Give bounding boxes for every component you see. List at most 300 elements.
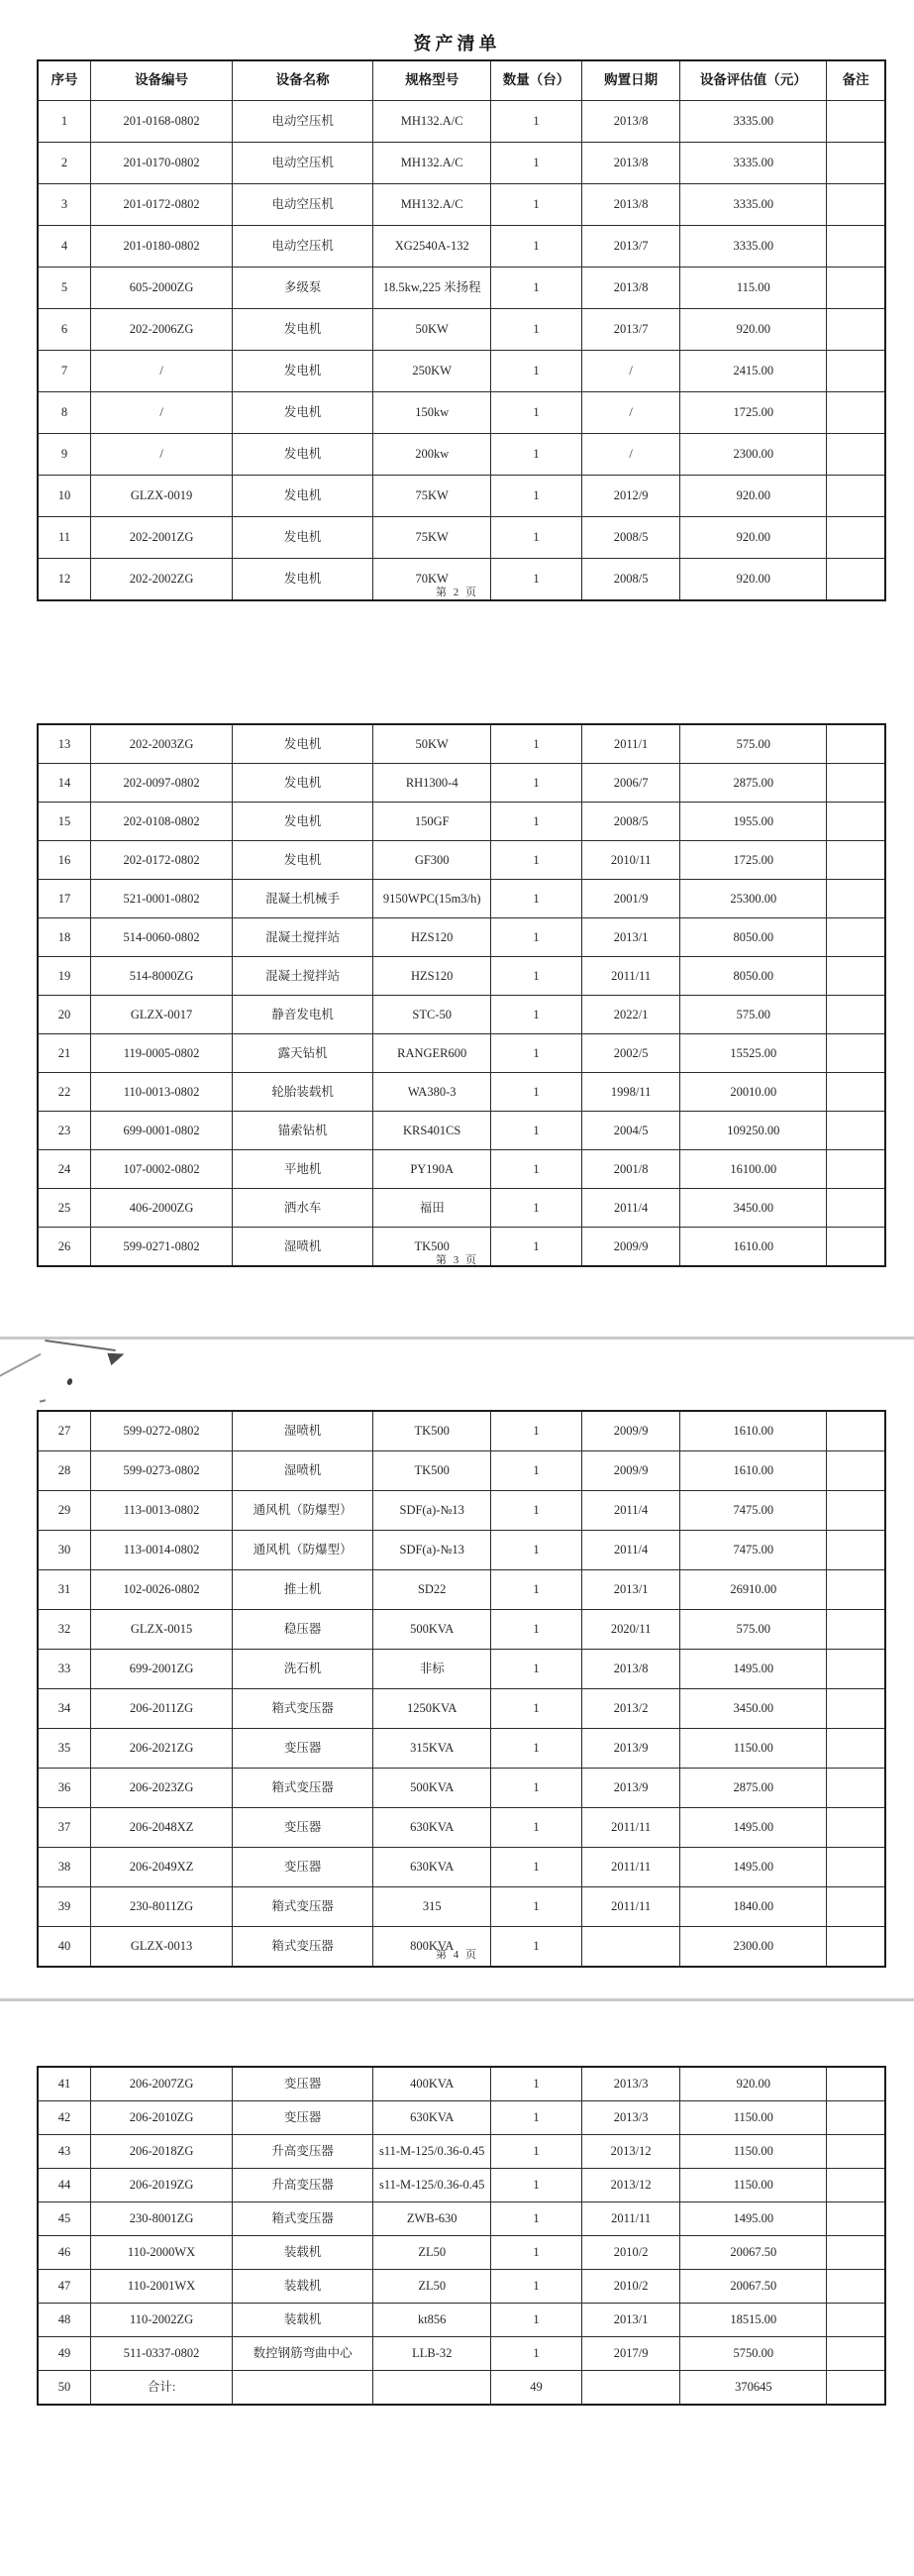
- table-cell: [827, 1610, 885, 1650]
- page-footer: 第 2 页: [436, 587, 478, 598]
- table-cell: [827, 1451, 885, 1491]
- table-cell: 变压器: [233, 2101, 373, 2135]
- table-cell: 2300.00: [680, 434, 827, 476]
- table-cell: 406-2000ZG: [91, 1189, 233, 1228]
- table-cell: 200kw: [373, 434, 491, 476]
- table-cell: [827, 1570, 885, 1610]
- table-cell: 变压器: [233, 2067, 373, 2101]
- table-cell: 稳压器: [233, 1610, 373, 1650]
- table-cell: 25: [38, 1189, 91, 1228]
- table-cell: 206-2048XZ: [91, 1808, 233, 1848]
- table-cell: 15525.00: [680, 1034, 827, 1073]
- table-cell: 3335.00: [680, 101, 827, 143]
- table-cell: 3335.00: [680, 143, 827, 184]
- table-cell: 599-0272-0802: [91, 1411, 233, 1451]
- table-row: [38, 1650, 885, 1689]
- table-cell: 150kw: [373, 392, 491, 434]
- table-cell: [827, 143, 885, 184]
- table-row: [38, 226, 885, 268]
- table-cell: 230-8001ZG: [91, 2202, 233, 2236]
- table-cell: 湿喷机: [233, 1228, 373, 1267]
- table-row: [38, 2135, 885, 2169]
- table-cell: 150GF: [373, 803, 491, 841]
- scan-artifact-mark: [107, 1348, 126, 1365]
- table-cell: kt856: [373, 2304, 491, 2337]
- table-cell: 37: [38, 1808, 91, 1848]
- table-cell: 露天钻机: [233, 1034, 373, 1073]
- table-cell: 装载机: [233, 2236, 373, 2270]
- table-cell: 1150.00: [680, 2101, 827, 2135]
- table-cell: 1: [491, 1411, 582, 1451]
- table-cell: [827, 2236, 885, 2270]
- table-cell: 202-2003ZG: [91, 724, 233, 764]
- table-cell: 110-0013-0802: [91, 1073, 233, 1112]
- table-cell: /: [581, 351, 680, 392]
- table-cell: GF300: [373, 841, 491, 880]
- table-row: [38, 1073, 885, 1112]
- table-cell: MH132.A/C: [373, 143, 491, 184]
- table-cell: 2013/3: [581, 2101, 680, 2135]
- table-cell: 1: [491, 1228, 582, 1267]
- table-cell: ZL50: [373, 2270, 491, 2304]
- table-cell: 1: [491, 1769, 582, 1808]
- table-cell: 2: [38, 143, 91, 184]
- table-cell: 升高变压器: [233, 2169, 373, 2202]
- table-cell: 2022/1: [581, 996, 680, 1034]
- table-row: [38, 1848, 885, 1887]
- table-row: [38, 1531, 885, 1570]
- table-cell: 推土机: [233, 1570, 373, 1610]
- table-cell: 1: [491, 724, 582, 764]
- table-cell: [827, 1689, 885, 1729]
- table-cell: 2013/12: [581, 2169, 680, 2202]
- table-cell: 2002/5: [581, 1034, 680, 1073]
- table-cell: 发电机: [233, 841, 373, 880]
- table-cell: ZL50: [373, 2236, 491, 2270]
- table-cell: 44: [38, 2169, 91, 2202]
- table-cell: 1: [491, 918, 582, 957]
- table-cell: 5750.00: [680, 2337, 827, 2371]
- table-cell: 202-0108-0802: [91, 803, 233, 841]
- table-cell: 49: [491, 2371, 582, 2406]
- table-cell: 575.00: [680, 996, 827, 1034]
- table-cell: 599-0273-0802: [91, 1451, 233, 1491]
- table-cell: 变压器: [233, 1848, 373, 1887]
- table-cell: 28: [38, 1451, 91, 1491]
- table-row: [38, 517, 885, 559]
- table-cell: 1: [491, 1491, 582, 1531]
- table-row: [38, 1189, 885, 1228]
- table-cell: [827, 1887, 885, 1927]
- table-cell: 1: [491, 1570, 582, 1610]
- scan-artifact-mark: [66, 1377, 73, 1385]
- table-cell: 110-2001WX: [91, 2270, 233, 2304]
- table-cell: 206-2019ZG: [91, 2169, 233, 2202]
- table-row: [38, 143, 885, 184]
- table-cell: 2006/7: [581, 764, 680, 803]
- table-cell: [827, 268, 885, 309]
- table-cell: 1: [491, 1150, 582, 1189]
- table-cell: GLZX-0017: [91, 996, 233, 1034]
- table-cell: 变压器: [233, 1808, 373, 1848]
- table-cell: 发电机: [233, 517, 373, 559]
- page-footer: 第 4 页: [436, 1949, 478, 1961]
- table-cell: 混凝土机械手: [233, 880, 373, 918]
- table-cell: TK500: [373, 1451, 491, 1491]
- table-cell: 13: [38, 724, 91, 764]
- table-cell: 1: [491, 517, 582, 559]
- table-cell: 201-0168-0802: [91, 101, 233, 143]
- table-cell: 18515.00: [680, 2304, 827, 2337]
- table-cell: 电动空压机: [233, 143, 373, 184]
- table-cell: 1: [491, 2067, 582, 2101]
- table-row: [38, 2067, 885, 2101]
- table-cell: GLZX-0019: [91, 476, 233, 517]
- table-cell: PY190A: [373, 1150, 491, 1189]
- table-row: [38, 1112, 885, 1150]
- table-row: [38, 476, 885, 517]
- table-cell: 2875.00: [680, 764, 827, 803]
- table-cell: 2001/9: [581, 880, 680, 918]
- table-cell: 轮胎装载机: [233, 1073, 373, 1112]
- table-cell: 箱式变压器: [233, 1689, 373, 1729]
- table-cell: 630KVA: [373, 1808, 491, 1848]
- table-cell: 31: [38, 1570, 91, 1610]
- table-cell: 箱式变压器: [233, 1769, 373, 1808]
- table-cell: [827, 309, 885, 351]
- table-cell: 9150WPC(15m3/h): [373, 880, 491, 918]
- table-cell: 1: [491, 2236, 582, 2270]
- table-cell: 1495.00: [680, 2202, 827, 2236]
- table-cell: 箱式变压器: [233, 1927, 373, 1968]
- table-cell: 50: [38, 2371, 91, 2406]
- column-header: 设备编号: [91, 60, 233, 101]
- table-cell: 699-0001-0802: [91, 1112, 233, 1150]
- table-cell: [827, 1073, 885, 1112]
- table-cell: 202-0097-0802: [91, 764, 233, 803]
- table-cell: [827, 841, 885, 880]
- table-row: [38, 2304, 885, 2337]
- table-cell: [581, 2371, 680, 2406]
- table-row: [38, 101, 885, 143]
- table-cell: 40: [38, 1927, 91, 1968]
- table-cell: 32: [38, 1610, 91, 1650]
- table-cell: 920.00: [680, 2067, 827, 2101]
- table-cell: 1725.00: [680, 392, 827, 434]
- table-row: [38, 1411, 885, 1451]
- table-cell: 2013/9: [581, 1729, 680, 1769]
- table-cell: 35: [38, 1729, 91, 1769]
- table-cell: 7: [38, 351, 91, 392]
- table-cell: WA380-3: [373, 1073, 491, 1112]
- table-cell: 115.00: [680, 268, 827, 309]
- table-cell: 370645: [680, 2371, 827, 2406]
- table-cell: 699-2001ZG: [91, 1650, 233, 1689]
- table-cell: 800KVA: [373, 1927, 491, 1968]
- scan-artifact-mark: [0, 1353, 41, 1379]
- table-cell: 3450.00: [680, 1689, 827, 1729]
- table-row: [38, 803, 885, 841]
- table-cell: 12: [38, 559, 91, 601]
- table-cell: 2011/1: [581, 724, 680, 764]
- table-cell: 2013/9: [581, 1769, 680, 1808]
- table-cell: 70KW: [373, 559, 491, 601]
- table-cell: 230-8011ZG: [91, 1887, 233, 1927]
- table-cell: 9: [38, 434, 91, 476]
- table-cell: 29: [38, 1491, 91, 1531]
- table-cell: 2020/11: [581, 1610, 680, 1650]
- table-cell: s11-M-125/0.36-0.45: [373, 2169, 491, 2202]
- table-cell: [827, 2101, 885, 2135]
- table-cell: 15: [38, 803, 91, 841]
- table-cell: 107-0002-0802: [91, 1150, 233, 1189]
- table-cell: [827, 1808, 885, 1848]
- table-cell: 2010/2: [581, 2236, 680, 2270]
- table-cell: 42: [38, 2101, 91, 2135]
- table-cell: 599-0271-0802: [91, 1228, 233, 1267]
- table-cell: 2011/4: [581, 1531, 680, 1570]
- table-row: [38, 996, 885, 1034]
- table-cell: 630KVA: [373, 1848, 491, 1887]
- table-cell: 102-0026-0802: [91, 1570, 233, 1610]
- table-cell: 2013/8: [581, 143, 680, 184]
- table-cell: 23: [38, 1112, 91, 1150]
- scan-artifact-mark: [40, 1399, 46, 1402]
- column-header: 规格型号: [373, 60, 491, 101]
- table-cell: 75KW: [373, 517, 491, 559]
- table-cell: 33: [38, 1650, 91, 1689]
- table-cell: 通风机（防爆型）: [233, 1491, 373, 1531]
- table-cell: 22: [38, 1073, 91, 1112]
- table-cell: 1840.00: [680, 1887, 827, 1927]
- table-cell: 48: [38, 2304, 91, 2337]
- table-cell: 75KW: [373, 476, 491, 517]
- table-cell: 27: [38, 1411, 91, 1451]
- table-cell: 202-2006ZG: [91, 309, 233, 351]
- table-cell: 201-0170-0802: [91, 143, 233, 184]
- table-cell: 2011/4: [581, 1189, 680, 1228]
- table-cell: 26910.00: [680, 1570, 827, 1610]
- table-row: [38, 2202, 885, 2236]
- table-cell: 110-2002ZG: [91, 2304, 233, 2337]
- table-cell: 511-0337-0802: [91, 2337, 233, 2371]
- table-cell: [827, 2169, 885, 2202]
- table-cell: 2013/12: [581, 2135, 680, 2169]
- table-cell: 变压器: [233, 1729, 373, 1769]
- table-cell: 1: [38, 101, 91, 143]
- table-cell: 发电机: [233, 476, 373, 517]
- table-row: [38, 1729, 885, 1769]
- table-cell: 1: [491, 1848, 582, 1887]
- table-cell: 1998/11: [581, 1073, 680, 1112]
- table-cell: 34: [38, 1689, 91, 1729]
- table-cell: 2013/1: [581, 1570, 680, 1610]
- table-cell: [827, 803, 885, 841]
- table-cell: XG2540A-132: [373, 226, 491, 268]
- table-cell: 2013/1: [581, 2304, 680, 2337]
- table-cell: 21: [38, 1034, 91, 1073]
- table-cell: 1: [491, 101, 582, 143]
- table-cell: 201-0180-0802: [91, 226, 233, 268]
- table-cell: 110-2000WX: [91, 2236, 233, 2270]
- table-row: [38, 2371, 885, 2406]
- table-cell: 平地机: [233, 1150, 373, 1189]
- table-cell: 1250KVA: [373, 1689, 491, 1729]
- table-cell: 1: [491, 764, 582, 803]
- table-cell: 发电机: [233, 434, 373, 476]
- table-cell: 920.00: [680, 559, 827, 601]
- table-cell: 2009/9: [581, 1451, 680, 1491]
- table-cell: 装载机: [233, 2304, 373, 2337]
- table-cell: 2013/8: [581, 184, 680, 226]
- table-cell: 38: [38, 1848, 91, 1887]
- column-header: 设备名称: [233, 60, 373, 101]
- table-cell: 1150.00: [680, 2135, 827, 2169]
- table-cell: 电动空压机: [233, 226, 373, 268]
- table-cell: 315KVA: [373, 1729, 491, 1769]
- table-cell: 湿喷机: [233, 1451, 373, 1491]
- table-cell: 2008/5: [581, 517, 680, 559]
- table-cell: [827, 1411, 885, 1451]
- table-cell: 1: [491, 1531, 582, 1570]
- table-cell: 1610.00: [680, 1411, 827, 1451]
- table-row: [38, 724, 885, 764]
- table-cell: [827, 184, 885, 226]
- table-cell: 8: [38, 392, 91, 434]
- table-cell: 1: [491, 351, 582, 392]
- table-cell: 1: [491, 996, 582, 1034]
- table-cell: 1150.00: [680, 1729, 827, 1769]
- table-cell: 发电机: [233, 724, 373, 764]
- table-row: [38, 764, 885, 803]
- table-row: [38, 1808, 885, 1848]
- table-cell: KRS401CS: [373, 1112, 491, 1150]
- table-row: [38, 1034, 885, 1073]
- table-cell: 630KVA: [373, 2101, 491, 2135]
- table-row: [38, 1769, 885, 1808]
- table-cell: 发电机: [233, 392, 373, 434]
- table-cell: 39: [38, 1887, 91, 1927]
- table-cell: s11-M-125/0.36-0.45: [373, 2135, 491, 2169]
- table-cell: 1495.00: [680, 1808, 827, 1848]
- table-cell: [827, 764, 885, 803]
- table-row: [38, 184, 885, 226]
- column-header: 备注: [827, 60, 885, 101]
- table-cell: 250KW: [373, 351, 491, 392]
- table-cell: 电动空压机: [233, 184, 373, 226]
- table-row: [38, 2169, 885, 2202]
- table-cell: 575.00: [680, 724, 827, 764]
- table-cell: HZS120: [373, 918, 491, 957]
- table-row: [38, 351, 885, 392]
- table-cell: 18.5kw,225 米扬程: [373, 268, 491, 309]
- table-cell: 1: [491, 392, 582, 434]
- table-cell: 2013/2: [581, 1689, 680, 1729]
- table-cell: 1: [491, 803, 582, 841]
- table-cell: 合计:: [91, 2371, 233, 2406]
- table-cell: 1: [491, 434, 582, 476]
- table-cell: /: [91, 351, 233, 392]
- table-cell: 2004/5: [581, 1112, 680, 1150]
- table-cell: 36: [38, 1769, 91, 1808]
- table-cell: 湿喷机: [233, 1411, 373, 1451]
- table-cell: [827, 918, 885, 957]
- table-cell: 1955.00: [680, 803, 827, 841]
- table-cell: 8050.00: [680, 918, 827, 957]
- table-cell: 6: [38, 309, 91, 351]
- table-cell: 2009/9: [581, 1228, 680, 1267]
- table-cell: [827, 351, 885, 392]
- table-cell: 1610.00: [680, 1451, 827, 1491]
- table-cell: 1: [491, 957, 582, 996]
- table-row: [38, 1610, 885, 1650]
- table-cell: 1: [491, 1650, 582, 1689]
- table-cell: [827, 2304, 885, 2337]
- table-row: [38, 1887, 885, 1927]
- table-cell: 2013/8: [581, 101, 680, 143]
- column-header: 购置日期: [581, 60, 680, 101]
- table-cell: 3335.00: [680, 184, 827, 226]
- table-cell: 514-8000ZG: [91, 957, 233, 996]
- table-cell: 1: [491, 184, 582, 226]
- table-cell: 2013/7: [581, 226, 680, 268]
- table-cell: 2875.00: [680, 1769, 827, 1808]
- table-cell: 10: [38, 476, 91, 517]
- table-cell: 7475.00: [680, 1491, 827, 1531]
- table-cell: [827, 1769, 885, 1808]
- table-cell: 1: [491, 476, 582, 517]
- table-cell: 发电机: [233, 309, 373, 351]
- table-header-row: [38, 60, 885, 101]
- table-cell: [827, 2067, 885, 2101]
- table-cell: 206-2021ZG: [91, 1729, 233, 1769]
- asset-table-page-4: [37, 2066, 886, 2406]
- table-cell: [827, 101, 885, 143]
- table-cell: HZS120: [373, 957, 491, 996]
- table-cell: 2013/1: [581, 918, 680, 957]
- table-cell: 500KVA: [373, 1769, 491, 1808]
- page-separator: [0, 1998, 914, 2001]
- table-cell: 混凝土搅拌站: [233, 957, 373, 996]
- table-cell: ZWB-630: [373, 2202, 491, 2236]
- table-cell: 16100.00: [680, 1150, 827, 1189]
- table-cell: TK500: [373, 1228, 491, 1267]
- column-header: 设备评估值（元）: [680, 60, 827, 101]
- table-cell: 2013/8: [581, 1650, 680, 1689]
- table-cell: 315: [373, 1887, 491, 1927]
- table-cell: 4: [38, 226, 91, 268]
- table-cell: [827, 392, 885, 434]
- table-cell: 20: [38, 996, 91, 1034]
- table-cell: 2010/2: [581, 2270, 680, 2304]
- table-row: [38, 1689, 885, 1729]
- table-cell: 发电机: [233, 803, 373, 841]
- asset-table-page-2: [37, 723, 886, 1267]
- table-cell: 920.00: [680, 476, 827, 517]
- table-cell: 发电机: [233, 559, 373, 601]
- table-cell: 装载机: [233, 2270, 373, 2304]
- table-cell: LLB-32: [373, 2337, 491, 2371]
- table-cell: 2001/8: [581, 1150, 680, 1189]
- table-row: [38, 841, 885, 880]
- table-cell: SD22: [373, 1570, 491, 1610]
- table-cell: 1150.00: [680, 2169, 827, 2202]
- table-row: [38, 880, 885, 918]
- table-row: [38, 1491, 885, 1531]
- table-cell: 1: [491, 143, 582, 184]
- table-cell: 福田: [373, 1189, 491, 1228]
- table-cell: [827, 957, 885, 996]
